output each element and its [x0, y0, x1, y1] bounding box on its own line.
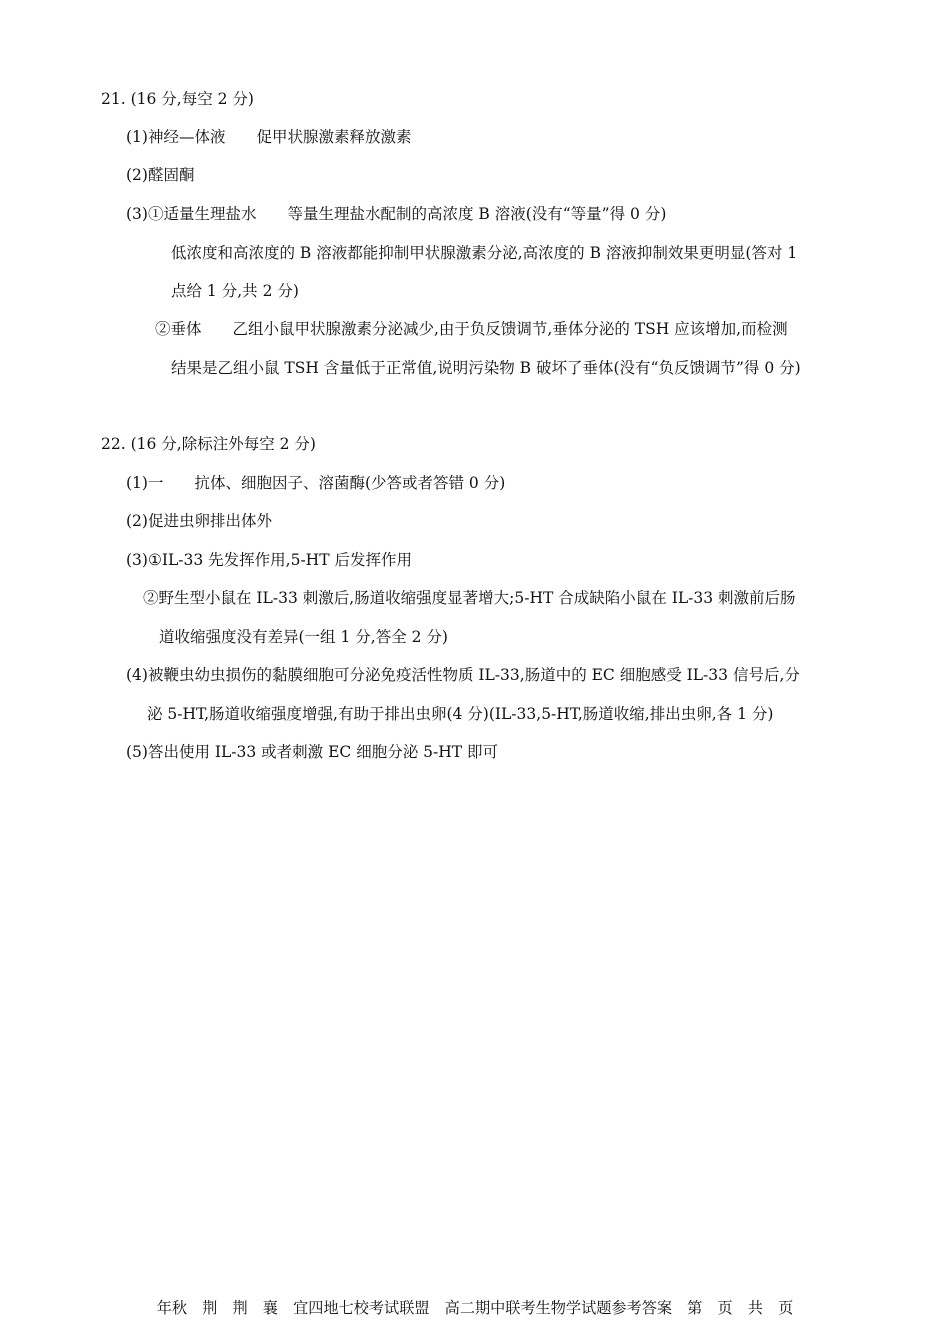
q21-part3-line5: 结果是乙组小鼠 TSH 含量低于正常值,说明污染物 B 破坏了垂体(没有“负反馈调节”得 0 分) — [171, 359, 801, 377]
q21-part3-line1: (3)①适量生理盐水 等量生理盐水配制的高浓度 B 溶液(没有“等量”得 0 分) — [126, 205, 667, 223]
q22-part2: (2)促进虫卵排出体外 — [126, 512, 272, 530]
q22-part3-line1: (3)①IL-33 先发挥作用,5-HT 后发挥作用 — [126, 551, 412, 569]
q21-part3-line3: 点给 1 分,共 2 分) — [171, 282, 299, 300]
q22-part3-line3: 道收缩强度没有差异(一组 1 分,答全 2 分) — [159, 628, 448, 646]
q21-header: 21. (16 分,每空 2 分) — [101, 90, 254, 108]
q22-part4-line2: 泌 5-HT,肠道收缩强度增强,有助于排出虫卵(4 分)(IL-33,5-HT,肠道收缩,排出虫卵,各 1 分) — [147, 705, 774, 723]
q21-part3-line2: 低浓度和高浓度的 B 溶液都能抑制甲状腺激素分泌,高浓度的 B 溶液抑制效果更明显(答对 1 — [171, 244, 798, 262]
q22-part5: (5)答出使用 IL-33 或者刺激 EC 细胞分泌 5-HT 即可 — [126, 743, 499, 761]
q22-part4-line1: (4)被鞭虫幼虫损伤的黏膜细胞可分泌免疫活性物质 IL-33,肠道中的 EC 细胞感受 IL-33 信号后,分 — [126, 666, 800, 684]
q21-part2: (2)醛固酮 — [126, 166, 195, 184]
page-footer: 年秋 荆 荆 襄 宜四地七校考试联盟 高二期中联考生物学试题参考答案 第 页 共 页 — [156, 1299, 794, 1317]
q22-part1: (1)一 抗体、细胞因子、溶菌酶(少答或者答错 0 分) — [126, 474, 506, 492]
q22-header: 22. (16 分,除标注外每空 2 分) — [101, 435, 316, 453]
q22-part3-line2: ②野生型小鼠在 IL-33 刺激后,肠道收缩强度显著增大;5-HT 合成缺陷小鼠在 IL-33 刺激前后肠 — [143, 589, 796, 607]
q21-part1: (1)神经—体液 促甲状腺激素释放激素 — [126, 128, 412, 146]
q21-part3-line4: ②垂体 乙组小鼠甲状腺激素分泌减少,由于负反馈调节,垂体分泌的 TSH 应该增加,而检测 — [155, 320, 788, 338]
